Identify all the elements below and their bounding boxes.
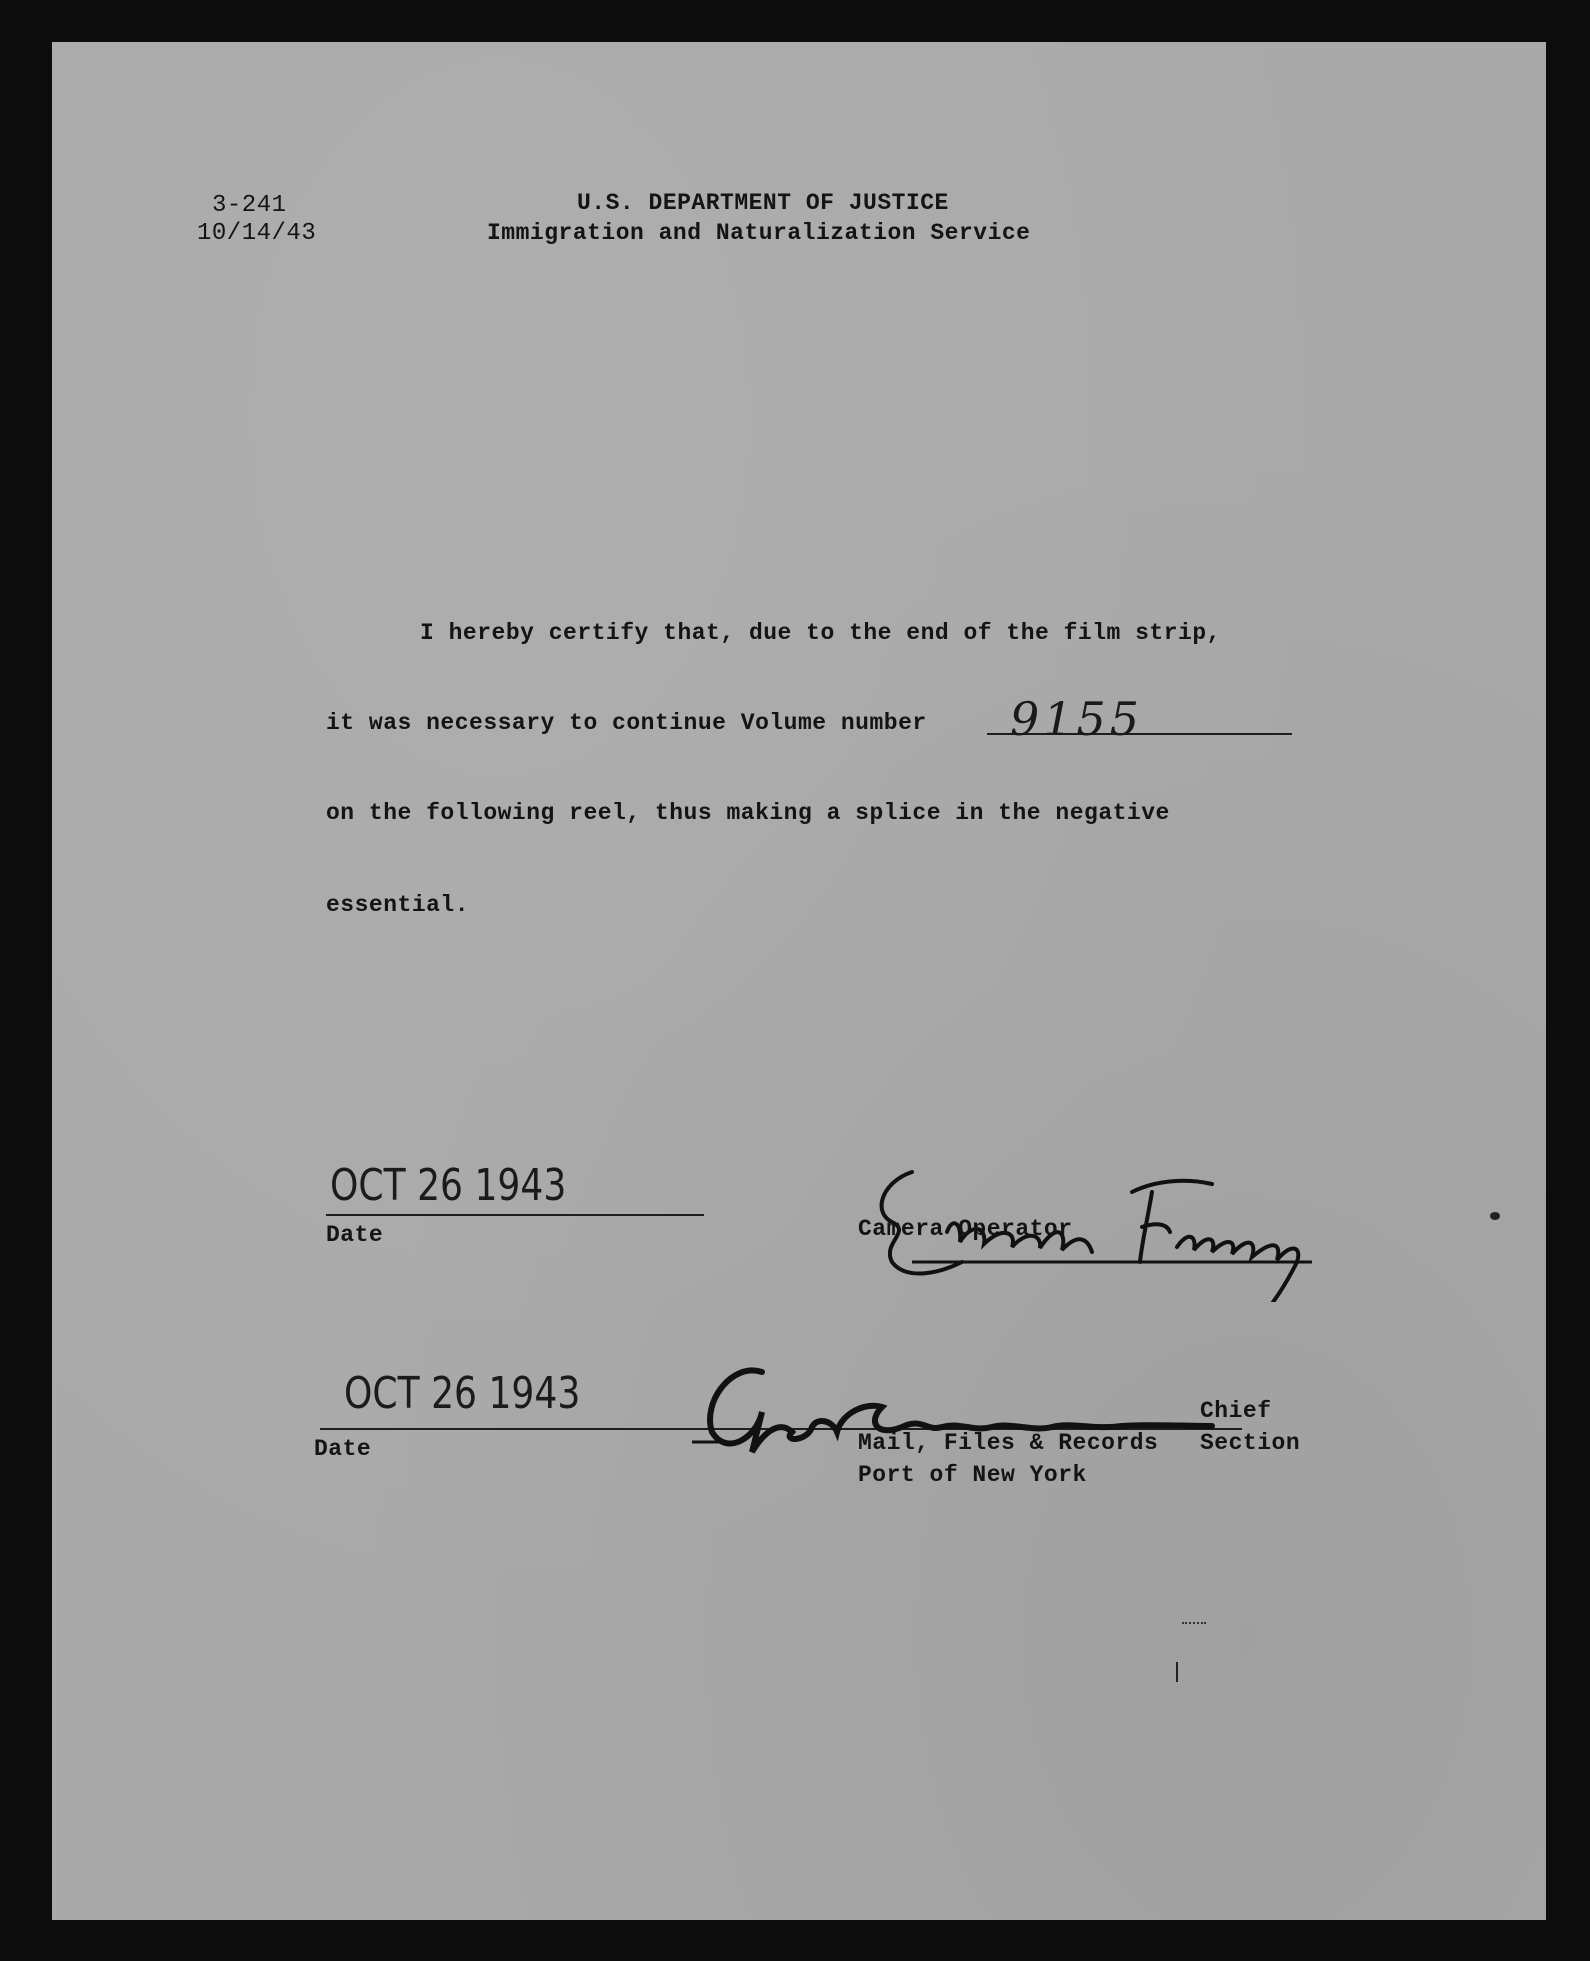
form-number: 3-241 <box>212 192 287 219</box>
mail-files-records: Mail, Files & Records <box>858 1430 1159 1456</box>
volume-number-handwritten: 9155 <box>1010 692 1144 746</box>
certificate-line-2: it was necessary to continue Volume number <box>326 710 927 736</box>
speck-mark <box>1176 1662 1178 1682</box>
camera-operator-signature <box>852 1122 1352 1302</box>
chief-date-stamp: OCT 26 1943 <box>344 1368 581 1419</box>
agency-title: U.S. DEPARTMENT OF JUSTICE <box>577 190 949 216</box>
chief-title: Chief <box>1200 1398 1272 1424</box>
service-title: Immigration and Naturalization Service <box>487 220 1031 246</box>
operator-date-stamp: OCT 26 1943 <box>330 1160 567 1211</box>
speck-mark <box>1182 1622 1206 1636</box>
port-of-new-york: Port of New York <box>858 1462 1087 1488</box>
certificate-line-1: I hereby certify that, due to the end of the film strip, <box>420 620 1221 646</box>
speck-mark <box>1490 1212 1500 1220</box>
certificate-line-4: essential. <box>326 892 470 918</box>
section-label: Section <box>1200 1430 1301 1456</box>
camera-operator-label: Camera Operator <box>858 1216 1073 1242</box>
chief-date-label: Date <box>314 1436 372 1462</box>
form-date: 10/14/43 <box>197 220 317 247</box>
operator-date-line <box>326 1214 704 1216</box>
document-sheet <box>52 42 1546 1920</box>
operator-date-label: Date <box>326 1222 384 1248</box>
certificate-line-3: on the following reel, thus making a splice in the negative <box>326 800 1170 826</box>
